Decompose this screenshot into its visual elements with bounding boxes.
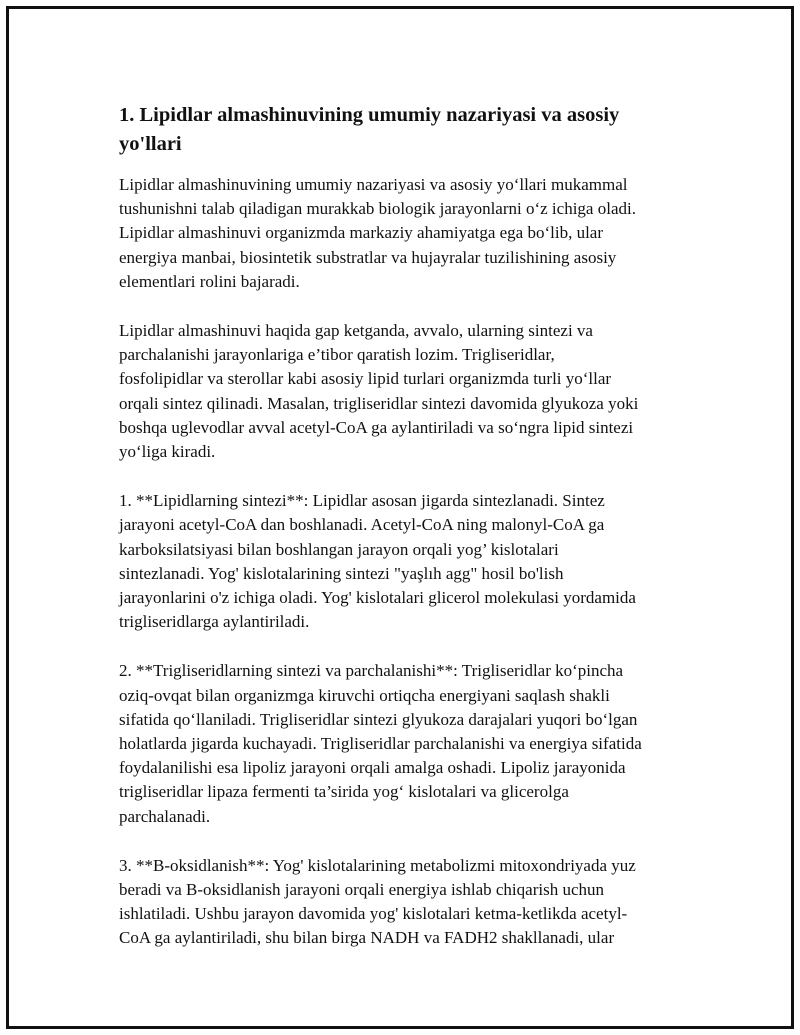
paragraph-line: holatlarda jigarda kuchayadi. Trigliseridlar parchalanishi va energiya sifatida	[119, 734, 642, 754]
paragraph-synthesis-overview	[119, 319, 699, 464]
paragraph-line: Lipidlar almashinuvi haqida gap ketganda, avvalo, ularning sintezi va	[119, 321, 593, 341]
paragraph-line: oziq-ovqat bilan organizmga kiruvchi ortiqcha energiyani saqlash shakli	[119, 685, 610, 705]
paragraph-line: trigliseridlarga aylantiriladi.	[119, 612, 310, 632]
paragraph-line: orqali sintez qilinadi. Masalan, trigliseridlar sintezi davomida glyukoza yoki	[119, 393, 639, 413]
paragraph-line: tushunishni talab qiladigan murakkab biologik jarayonlarni o‘z ichiga oladi.	[119, 199, 636, 219]
paragraph-line: parchalanishi jarayonlariga e’tibor qaratish lozim. Trigliseridlar,	[119, 345, 555, 365]
paragraph-line: CoA ga aylantiriladi, shu bilan birga NADH va FADH2 shakllanadi, ular	[119, 928, 615, 948]
paragraph-line: elementlari rolini bajaradi.	[119, 271, 300, 291]
paragraph-intro	[119, 173, 699, 294]
section-title-line-2: yo'llari	[119, 133, 182, 155]
paragraph-line: 1. **Lipidlarning sintezi**: Lipidlar asosan jigarda sintezlanadi. Sintez	[119, 491, 605, 511]
paragraph-line: energiya manbai, biosintetik substratlar va hujayralar tuzilishining asosiy	[119, 247, 617, 267]
paragraph-line: fosfolipidlar va sterollar kabi asosiy lipid turlari organizmda turli yo‘llar	[119, 369, 612, 389]
paragraph-line: jarayonlarini o'z ichiga oladi. Yog' kislotalari glicerol molekulasi yordamida	[119, 588, 636, 608]
paragraph-beta-oxidation	[119, 854, 699, 951]
paragraph-line: boshqa uglevodlar avval acetyl-CoA ga aylantiriladi va so‘ngra lipid sintezi	[119, 417, 634, 437]
paragraph-line: karboksilatsiyasi bilan boshlangan jarayon orqali yog’ kislotalari	[119, 539, 559, 559]
paragraph-line: ishlatiladi. Ushbu jarayon davomida yog' kislotalari ketma-ketlikda acetyl-	[119, 904, 628, 924]
paragraph-line: yo‘liga kiradi.	[119, 442, 216, 462]
document-content	[119, 101, 699, 951]
paragraph-line: jarayoni acetyl-CoA dan boshlanadi. Acetyl-CoA ning malonyl-CoA ga	[119, 515, 605, 535]
paragraph-line: beradi va B-oksidlanish jarayoni orqali energiya ishlab chiqarish uchun	[119, 880, 604, 900]
paragraph-line: 3. **B-oksidlanish**: Yog' kislotalarining metabolizmi mitoxondriyada yuz	[119, 855, 636, 875]
paragraph-line: Lipidlar almashinuvi organizmda markaziy ahamiyatga ega bo‘lib, ular	[119, 223, 604, 243]
paragraph-triglycerides	[119, 659, 699, 828]
paragraph-line: Lipidlar almashinuvining umumiy nazariyasi va asosiy yo‘llari mukammal	[119, 175, 628, 194]
paragraph-line: trigliseridlar lipaza fermenti ta’sirida yog‘ kislotalari va glicerolga	[119, 782, 569, 802]
paragraph-lipid-synthesis	[119, 489, 699, 634]
paragraph-line: 2. **Trigliseridlarning sintezi va parchalanishi**: Trigliseridlar ko‘pincha	[119, 661, 624, 681]
paragraph-line: sintezlanadi. Yog' kislotalarining sintezi "yaşlıh agg" hosil bo'lish	[119, 563, 564, 583]
paragraph-line: sifatida qo‘llaniladi. Trigliseridlar sintezi glyukoza darajalari yuqori bo‘lgan	[119, 709, 638, 729]
paragraph-line: foydalanilishi esa lipoliz jarayoni orqali amalga oshadi. Lipoliz jarayonida	[119, 758, 626, 778]
section-title	[119, 101, 699, 159]
page-frame	[6, 6, 794, 1029]
paragraph-line: parchalanadi.	[119, 806, 211, 826]
section-title-line-1: 1. Lipidlar almashinuvining umumiy nazariyasi va asosiy	[119, 104, 620, 126]
